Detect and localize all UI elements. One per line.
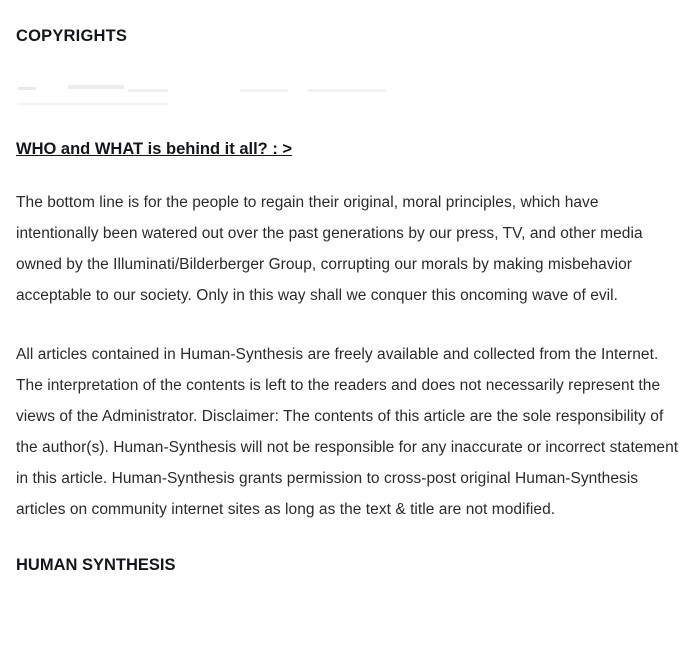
link-who-and-what-behind-it-all[interactable]: WHO and WHAT is behind it all? : > — [16, 140, 293, 159]
page-title-copyrights: COPYRIGHTS — [16, 27, 128, 45]
section-title-human-synthesis: HUMAN SYNTHESIS — [16, 555, 176, 574]
faded-image-placeholder — [16, 77, 684, 121]
faded-mark — [18, 103, 168, 105]
faded-mark — [68, 85, 124, 89]
faded-mark — [308, 89, 386, 92]
paragraph-moral-principles: The bottom line is for the people to regain their original, moral principles, which have intentionally been watered out over the past generations by our press, TV, and other media owned by the Illuminati/Bilderberger Group, corrupting our morals by making misbehavior acceptable to our society. Only in this way shall we conquer this oncoming wave of evil. — [16, 193, 643, 304]
paragraph-disclaimer: All articles contained in Human-Synthesis are freely available and collected from the Internet. The interpretation of the contents is left to the readers and does not necessarily represent the views of the Administrator. Disclaimer: The contents of this article are the sole responsibility of the author(s). Human-Synthesis will not be responsible for any inaccurate or incorrect statement in this article. Human-Synthesis grants permission to cross-post original Human-Synthesis articles on community internet sites as long as the text & title are not modified. — [16, 345, 679, 518]
faded-mark — [128, 89, 168, 92]
faded-mark — [18, 87, 36, 90]
faded-mark — [240, 89, 288, 92]
